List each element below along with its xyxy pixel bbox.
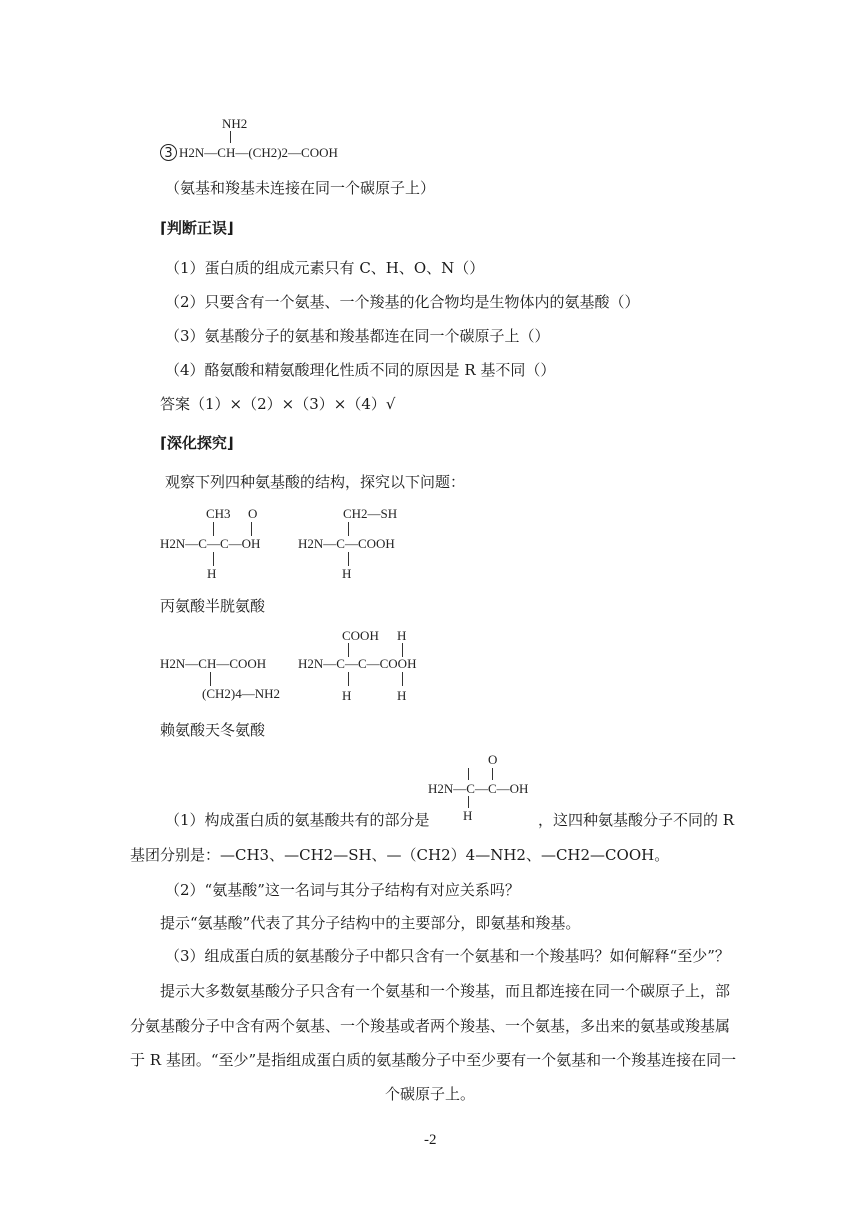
question-3: （3）组成蛋白质的氨基酸分子中都只含有一个氨基和一个羧基吗？如何解释“至少”？ [165, 947, 730, 965]
lysine-main: H2N—CH—COOH [160, 656, 267, 671]
judge-item-2: （2）只要含有一个氨基、一个羧基的化合物均是生物体内的氨基酸（） [165, 293, 640, 311]
answer-3-line3: 于 R 基团。“至少”是指组成蛋白质的氨基酸分子中至少要有一个氨基和一个羧基连接在同一 [130, 1051, 737, 1069]
bond-line [348, 643, 349, 657]
lysine-bottom: (CH2)4—NH2 [202, 686, 280, 701]
bond-line [251, 522, 252, 536]
bond-line [213, 522, 214, 536]
bond-line [492, 768, 493, 780]
bond-line [348, 552, 349, 566]
common-bottom: H [463, 808, 473, 823]
bond-line [213, 552, 214, 566]
question-1-line2: 基团分别是：—CH3、—CH2—SH、—（CH2）4—NH2、—CH2—COOH。 [130, 846, 670, 864]
question-2: （2）“氨基酸”这一名词与其分子结构有对应关系吗？ [165, 881, 520, 899]
judge-item-3: （3）氨基酸分子的氨基和羧基都连在同一个碳原子上（） [165, 327, 550, 345]
judge-answer: 答案（1）×（2）×（3）×（4）√ [160, 395, 396, 413]
alanine-bottom: H [207, 566, 217, 581]
alanine-main: H2N—C—C—OH [160, 536, 261, 551]
aspartic-bottom-right: H [397, 688, 407, 703]
cysteine-top: CH2—SH [343, 506, 398, 521]
answer-3-line1: 提示大多数氨基酸分子只含有一个氨基和一个羧基，而且都连接在同一个碳原子上，部 [160, 982, 731, 1000]
bond-line [402, 643, 403, 657]
answer-2: 提示“氨基酸”代表了其分子结构中的主要部分，即氨基和羧基。 [160, 914, 581, 932]
aspartic-main: H2N—C—C—COOH [298, 656, 417, 671]
aspartic-top-left: COOH [342, 628, 379, 643]
section-heading-judge: ⌈判断正误⌋ [160, 219, 234, 237]
bond-line [348, 672, 349, 686]
structure3-note: （氨基和羧基未连接在同一个碳原子上） [165, 179, 436, 197]
bond-line [468, 768, 469, 780]
structure3-top-group: NH2 [222, 116, 248, 131]
bond-line [348, 522, 349, 536]
common-main: H2N—C—C—OH [428, 781, 529, 796]
structure3-row [160, 142, 338, 161]
cysteine-bottom: H [342, 566, 352, 581]
question-1-suffix: ，这四种氨基酸分子不同的 R [538, 811, 735, 829]
answer-3-line4: 个碳原子上。 [385, 1085, 476, 1103]
cysteine-main: H2N—C—COOH [298, 536, 395, 551]
aspartic-bottom-left: H [342, 688, 352, 703]
page-number: -2 [424, 1132, 437, 1148]
alanine-top: CH3 [206, 506, 231, 521]
alanine-oxygen: O [248, 506, 258, 521]
structure3-main-chain: H2N—CH—(CH2)2—COOH [179, 145, 338, 160]
caption-row1: 丙氨酸半胱氨酸 [160, 597, 266, 615]
bond-line [210, 672, 211, 686]
judge-item-4: （4）酪氨酸和精氨酸理化性质不同的原因是 R 基不同（） [165, 361, 556, 379]
aspartic-top-right: H [397, 628, 407, 643]
bond-line [468, 796, 469, 808]
common-oxygen: O [488, 752, 498, 767]
answer-3-line2: 分氨基酸分子中含有两个氨基、一个羧基或者两个羧基、一个氨基，多出来的氨基或羧基属 [130, 1017, 731, 1035]
section-heading-explore: ⌈深化探究⌋ [160, 434, 234, 452]
caption-row2: 赖氨酸天冬氨酸 [160, 721, 266, 739]
explore-intro: 观察下列四种氨基酸的结构，探究以下问题： [165, 473, 466, 491]
bond-line [402, 672, 403, 686]
circled-number: 3 [160, 144, 177, 161]
judge-item-1: （1）蛋白质的组成元素只有 C、H、O、N（） [165, 259, 485, 277]
question-1-prefix: （1）构成蛋白质的氨基酸共有的部分是 [165, 811, 430, 829]
